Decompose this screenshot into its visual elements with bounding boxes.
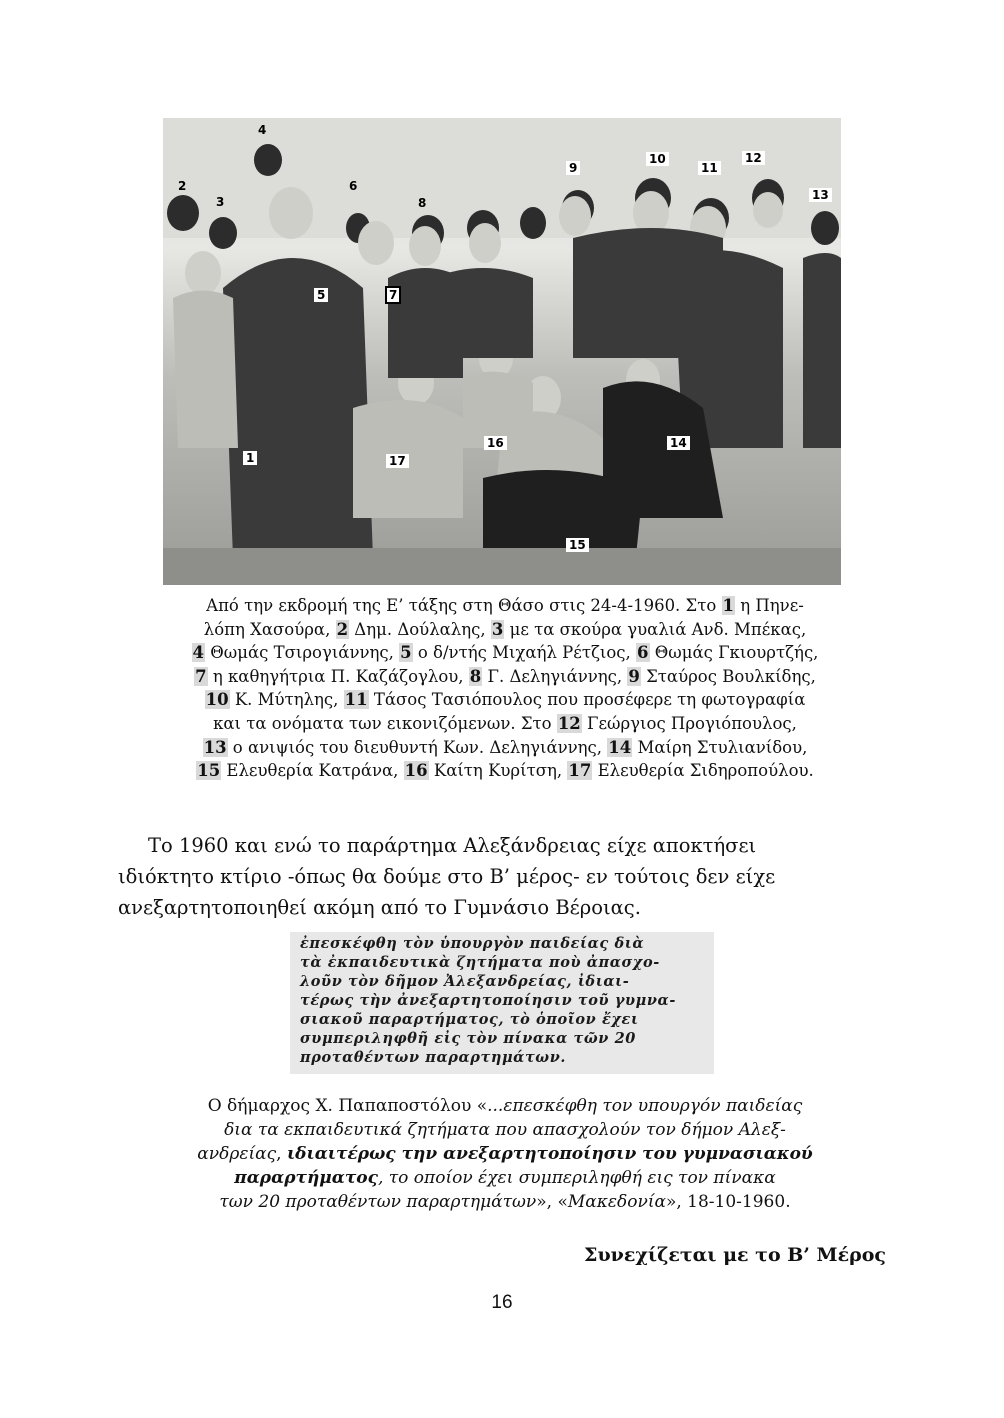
- page-number: 16: [491, 1292, 513, 1313]
- photo-label-14: 14: [667, 436, 690, 450]
- caption-text: Σταύρος Βουλκίδης,: [640, 666, 816, 686]
- photo-label-8: 8: [418, 196, 427, 210]
- caption-number: 1: [722, 596, 735, 615]
- caption-text: λόπη Χασούρα,: [203, 619, 336, 639]
- photo-label-2: 2: [178, 179, 187, 193]
- caption-number: 14: [608, 737, 632, 757]
- caption-line-3: [110, 641, 900, 665]
- newspaper-clipping: [290, 932, 714, 1074]
- photo-label-13: 13: [809, 188, 832, 202]
- photo-scene: [163, 118, 841, 585]
- paragraph-line-3: ανεξαρτητοποιηθεί ακόμη από το Γυμνάσιο Βέροιας.: [118, 896, 641, 919]
- caption-text: Γεώργιος Προγιόπουλος,: [581, 713, 797, 733]
- caption-number: 11: [344, 690, 368, 710]
- caption-line-2: [110, 618, 900, 642]
- caption2-emphasis: ιδιαιτέρως την ανεξαρτητοποίησιν του γυμνασιακού: [286, 1144, 813, 1164]
- photo-label-9: 9: [566, 161, 580, 175]
- photo-label-4: 4: [258, 123, 267, 137]
- caption2-text: », «: [536, 1192, 568, 1212]
- clipping-line: προταθέντων παραρτημάτων.: [300, 1049, 567, 1066]
- caption2-line-1: [110, 1094, 900, 1118]
- caption-line-6: [110, 712, 900, 736]
- caption-number: 3: [491, 619, 504, 639]
- caption-text: Τάσος Τασιόπουλος που προσέφερε τη φωτογραφία: [368, 690, 806, 710]
- clipping-line: συμπεριληφθῆ εἰς τὸν πίνακα τῶν 20: [300, 1030, 636, 1047]
- caption-number: 8: [469, 666, 482, 686]
- caption-number: 4: [192, 643, 205, 663]
- caption-text: ο ανιψιός του διευθυντή Κων. Δεληγιάννης,: [227, 737, 608, 757]
- group-photo: [163, 118, 841, 585]
- continuation-note: Συνεχίζεται με το Β’ Μέρος: [584, 1244, 886, 1266]
- clipping-line: σιακοῦ παραρτήματος, τὸ ὁποῖον ἔχει: [300, 1011, 639, 1028]
- caption-number: 6: [637, 643, 649, 663]
- caption-number: 17: [568, 761, 592, 781]
- caption-number: 15: [197, 761, 221, 781]
- caption-text: και τα ονόματα των εικονιζόμενων. Στο: [213, 713, 557, 733]
- caption-line-8: [110, 759, 900, 783]
- caption-text: Ελευθερία Κατράνα,: [221, 761, 404, 781]
- caption-number: 2: [336, 619, 349, 639]
- caption-text: Γ. Δεληγιάννης,: [482, 666, 628, 686]
- caption2-quote: , το οποίον έχει συμπεριληφθή εις τον πίνακα: [377, 1168, 776, 1188]
- caption-number: 12: [557, 713, 581, 733]
- photo-label-6: 6: [349, 179, 358, 193]
- caption2-line-4: [110, 1166, 900, 1190]
- caption-number: 16: [404, 761, 428, 781]
- caption-number: 10: [205, 690, 229, 710]
- caption2-line-3: [110, 1142, 900, 1166]
- paragraph-line-1: Το 1960 και ενώ το παράρτημα Αλεξάνδρειας είχε αποκτήσει: [148, 834, 757, 857]
- photo-label-1: 1: [243, 451, 257, 465]
- photo-caption: [110, 594, 900, 783]
- caption-number: 7: [195, 666, 207, 686]
- caption-text: Θωμάς Γκιουρτζής,: [649, 643, 819, 663]
- caption-line-4: [110, 665, 900, 689]
- caption-text: Μαίρη Στυλιανίδου,: [632, 737, 808, 757]
- clipping-line: τὰ ἐκπαιδευτικὰ ζητήματα ποὺ ἀπασχο-: [300, 954, 660, 971]
- caption-number: 9: [628, 666, 640, 686]
- caption-text: ο δ/ντής Μιχαήλ Ρέτζιος,: [412, 643, 637, 663]
- photo-label-12: 12: [742, 151, 765, 165]
- caption2-emphasis: παραρτήματος: [234, 1168, 378, 1188]
- caption-text: η καθηγήτρια Π. Καζάζογλου,: [207, 666, 469, 686]
- caption2-text: Ο δήμαρχος Χ. Παπαποστόλου «: [207, 1096, 488, 1116]
- photo-label-3: 3: [216, 195, 225, 209]
- caption-text: Ελευθερία Σιδηροπούλου.: [592, 761, 814, 781]
- caption-text: Θωμάς Τσιρογιάννης,: [205, 643, 400, 663]
- caption-text: Καίτη Κυρίτση,: [428, 761, 568, 781]
- photo-label-7: 7: [385, 286, 401, 304]
- caption-line-1: [110, 594, 900, 618]
- caption2-quote: των 20 προταθέντων παραρτημάτων: [219, 1192, 537, 1212]
- clipping-line: λοῦν τὸν δῆμον Ἀλεξανδρείας, ἰδιαι-: [300, 973, 630, 990]
- caption2-source: Μακεδονία: [567, 1192, 666, 1212]
- photo-label-10: 10: [646, 152, 669, 166]
- caption-text: Από την εκδρομή της Ε’ τάξης στη Θάσο στις 24-4-1960. Στο: [206, 596, 722, 615]
- photo-label-16: 16: [484, 436, 507, 450]
- clipping-caption: [110, 1094, 900, 1214]
- photo-label-5: 5: [314, 288, 328, 302]
- caption-text: η Πηνε-: [735, 596, 804, 615]
- photo-label-17: 17: [386, 454, 409, 468]
- clipping-line: ἐπεσκέφθη τὸν ὑπουργὸν παιδείας διὰ: [300, 935, 645, 952]
- clipping-line: τέρως τὴν ἀνεξαρτητοποίησιν τοῦ γυμνα-: [300, 992, 676, 1009]
- caption-number: 5: [400, 643, 412, 663]
- caption-line-7: [110, 736, 900, 760]
- caption-text: με τα σκούρα γυαλιά Ανδ. Μπέκας,: [504, 619, 807, 639]
- caption2-text: ,: [276, 1144, 287, 1164]
- caption-text: Δημ. Δούλαλης,: [349, 619, 491, 639]
- caption2-quote: ανδρείας: [197, 1144, 277, 1164]
- photo-label-11: 11: [698, 161, 721, 175]
- caption2-line-2: δια τα εκπαιδευτικά ζητήματα που απασχολούν τον δήμον Αλεξ-: [224, 1120, 786, 1140]
- body-paragraph: [118, 830, 890, 923]
- caption-line-5: [110, 688, 900, 712]
- paragraph-line-2: ιδιόκτητο κτίριο -όπως θα δούμε στο Β’ μέρος- εν τούτοις δεν είχε: [118, 865, 776, 888]
- photo-label-15: 15: [566, 538, 589, 552]
- caption2-text: », 18-10-1960.: [665, 1192, 791, 1212]
- caption2-quote: ...επεσκέφθη τον υπουργόν παιδείας: [487, 1096, 803, 1116]
- caption2-line-5: [110, 1190, 900, 1214]
- caption-text: Κ. Μύτηλης,: [229, 690, 344, 710]
- caption-number: 13: [203, 737, 227, 757]
